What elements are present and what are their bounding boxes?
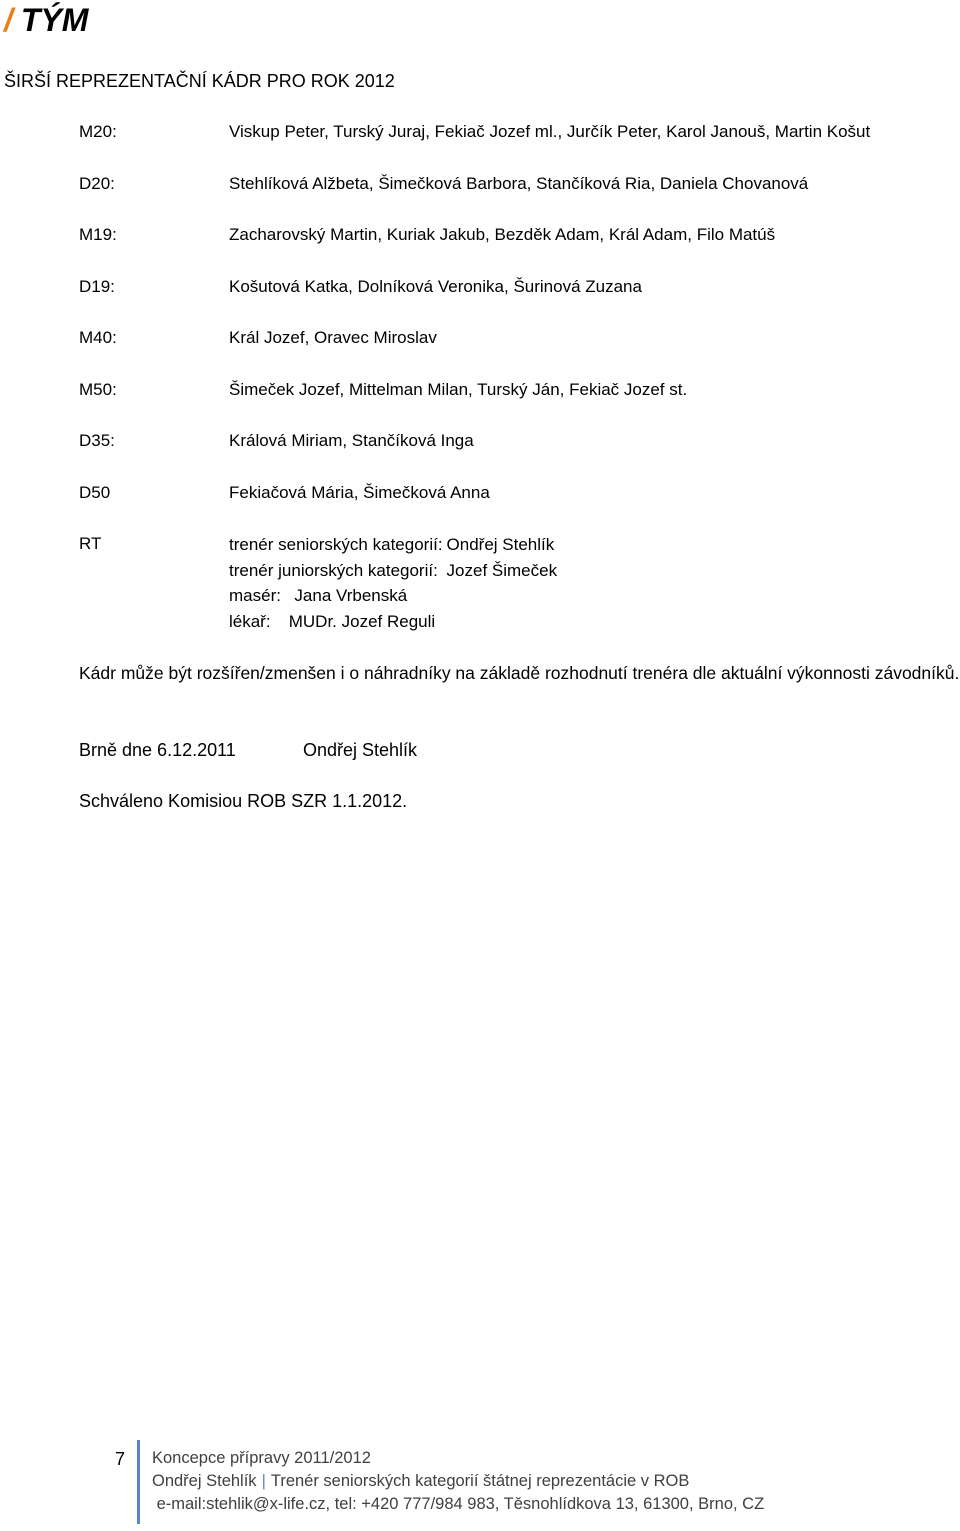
category-members: Fekiačová Mária, Šimečková Anna (229, 483, 490, 502)
staff-line (229, 558, 557, 584)
signer-name: Ondřej Stehlík (303, 740, 418, 760)
place-date: Brně dne 6.12.2011 (79, 740, 236, 760)
staff-name: Jana Vrbenská (284, 586, 408, 606)
category-members: Král Jozef, Oravec Miroslav (229, 328, 437, 347)
heading-slash: / (4, 2, 13, 38)
category-label: D50 (79, 483, 111, 502)
approval-statement: Schváleno Komisiou ROB SZR 1.1.2012. (79, 791, 408, 811)
category-members: Stehlíková Alžbeta, Šimečková Barbora, Stančíková Ria, Daniela Chovanová (229, 174, 809, 193)
staff-role: trenér juniorských kategorií: (229, 560, 438, 580)
footer-separator: | (261, 1472, 266, 1490)
staff-role: trenér seniorských kategorií: (229, 535, 443, 554)
footer-role: Trenér seniorských kategorií štátnej reprezentácie v ROB (270, 1472, 690, 1490)
staff-role: lékař: (229, 612, 271, 632)
heading-title: TÝM (20, 2, 89, 38)
category-members: Zacharovský Martin, Kuriak Jakub, Bezděk Adam, Král Adam, Filo Matúš (229, 225, 776, 244)
footer-author: Ondřej Stehlík (152, 1472, 257, 1490)
category-label: D20: (79, 174, 115, 193)
staff-line (229, 609, 557, 635)
category-label: D35: (79, 431, 115, 450)
category-label: M19: (79, 225, 117, 244)
roster-note: Kádr může být rozšířen/zmenšen i o náhradníky na základě rozhodnutí trenéra dle aktuální výkonnosti závodníků. (79, 663, 960, 683)
category-members: Králová Miriam, Stančíková Inga (229, 431, 474, 450)
staff-name: MUDr. Jozef Reguli (274, 612, 436, 632)
footer (152, 1447, 764, 1516)
footer-author-line (152, 1470, 764, 1493)
category-members: Košutová Katka, Dolníková Veronika, Šurinová Zuzana (229, 277, 642, 296)
signature-line (79, 738, 418, 762)
category-label: M50: (79, 380, 117, 399)
staff-role: masér: (229, 586, 281, 606)
category-label: M40: (79, 328, 117, 347)
staff-name: Jozef Šimeček (441, 560, 558, 580)
footer-title: Koncepce přípravy 2011/2012 (152, 1449, 371, 1467)
staff-line (229, 583, 557, 609)
staff-name: Ondřej Stehlík (446, 535, 555, 554)
staff-line (229, 532, 557, 558)
category-label: M20: (79, 122, 117, 141)
footer-divider (137, 1440, 140, 1524)
category-members: Viskup Peter, Turský Juraj, Fekiač Jozef ml., Jurčík Peter, Karol Janouš, Martin Košut (229, 122, 871, 141)
staff-list (229, 532, 557, 635)
page-number: 7 (115, 1449, 126, 1469)
section-heading (4, 0, 88, 40)
category-members: Šimeček Jozef, Mittelman Milan, Turský Ján, Fekiač Jozef st. (229, 380, 688, 399)
staff-category-label: RT (79, 534, 102, 553)
page-subtitle: ŠIRŠÍ REPREZENTAČNÍ KÁDR PRO ROK 2012 (4, 71, 395, 91)
category-label: D19: (79, 277, 115, 296)
footer-contact: e-mail:stehlik@x-life.cz, tel: +420 777/984 983, Těsnohlídkova 13, 61300, Brno, CZ (152, 1495, 765, 1513)
